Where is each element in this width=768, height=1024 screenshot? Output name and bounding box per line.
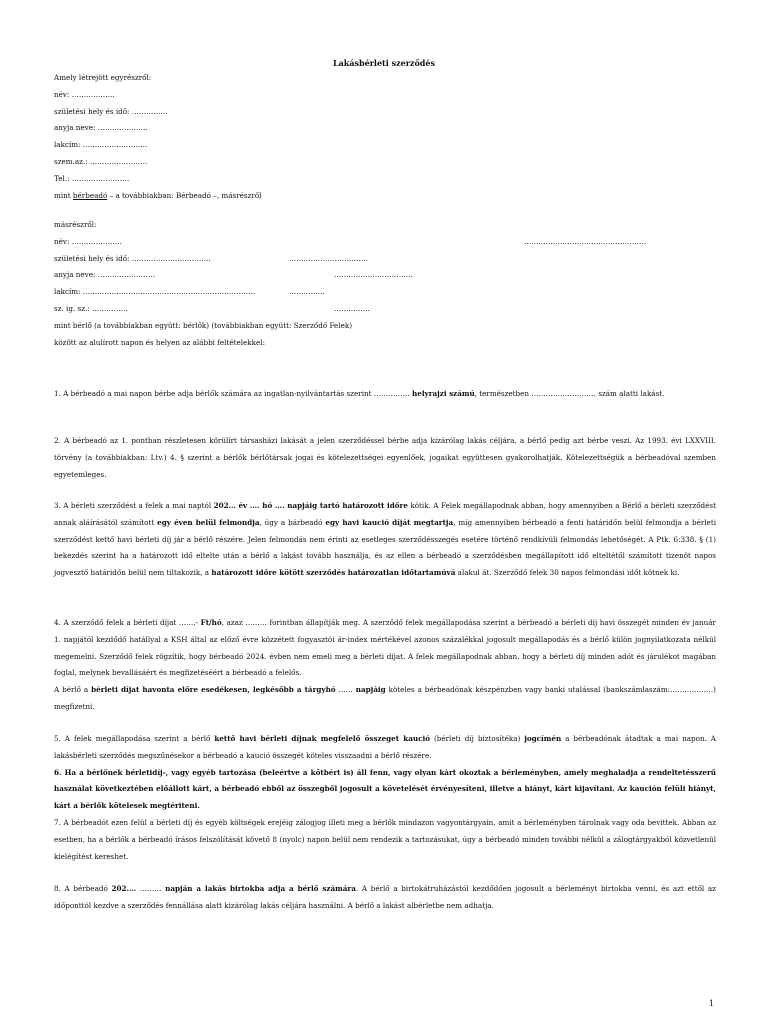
section-2: 2. A bérbeadó az 1. pontban részletesen körülírt társasházi lakását a jelen szerződéssel bérbe adja kizárólag lakás céljára, a bérlő pedig azt bérbe veszi. Az 1993. évi LXXVIII. törvény (a továbbiakban: Ltv.) 4. § szerint a bérlők bérlőtársak jogai és kötelezettségei egyenlőek, jogaikat együttesen gyakorolhatják. Kötelezettségük a bérbeadóval szemben egyetemleges.: [54, 436, 716, 479]
party2-id-row: [54, 304, 716, 321]
party2-intro: másrészről:: [54, 220, 97, 229]
party2-mother-2: ……………………………: [334, 270, 414, 280]
party1-address: lakcím: ………………………: [54, 140, 148, 150]
party2-name-2: ……………………………………………: [524, 236, 647, 246]
party2-name: név: …………………: [54, 236, 122, 246]
party1-name: név: ………………: [54, 89, 115, 99]
section-6: 6. Ha a bérlőnek bérletidíj-, vagy egyéb tartozása (beleértve a kötbért is) áll fenn, vagy olyan kárt okoztak a bérleményben, amely meghaladja a rendeltetésszerű használat következtében előállott kárt, a bérbeadó ebből az összegből jogosult a követelését érvényesíteni, illetve a hiányt, kárt kijavítani. Az kaución felüli hiányt, kárt a bérlők kötelesek megtériteni.: [54, 767, 716, 811]
party1-role: mint bérbeadó – a továbbiakban: Bérbeadó –, másrészről: [54, 190, 262, 200]
party2-id-2: ……………: [334, 303, 370, 313]
party2-birth-2: ……………………………: [289, 253, 369, 263]
section-3: 3. A bérleti szerződést a felek a mai naptól 202… év …. hó …. napjáig tartó határozott időre kötik. A Felek megállapodnak abban, hogy amennyiben a Bérlő a bérleti szerződést annak aláírásától számított egy éven belül felmondja, úgy a bárbeadó egy havi kaució díját megtartja, míg amennyiben bérbeadó a fenti határidőn belül felmondja a bérleti szerződést kettő havi bérleti díj jár a bérlő részére. Jelen felmondás nem érinti az esetleges szerződésszegés esetére történő rendkívüli felmondás lehetőségét. A Ptk. 6:338. § (1) bekezdés szerint ha a határozott idő eltelte után a bérlő a lakást tovább használja, és az ellen a bérbeadó a szerződésben megállapított idő elteltétől számított tizenöt napos jogvesztő határidőn belül nem tiltakozik, a határozott időre kötött szerződés határozatlan időtartamúvá alakul át. Szerződő felek 30 napos felmondási időt kötnek ki.: [54, 501, 717, 578]
section-8: 8. A bérbeadó 202.… ……… napján a lakás birtokba adja a bérlő számára. A bérlő a birtokátruházástól kezdődően jogosult a bérleményt birtokba venni, és azt ettől az időponttól kezdve a szerződés fennállása alatt kizárólag lakás céljára használni. A bérlő a lakást albérletbe nem adhatja.: [54, 884, 716, 910]
section-1: 1. A bérbeadó a mai napon bérbe adja bérlők számára az ingatlan-nyilvántartás szerint …………… helyrajzi számú, természetben ……………………… szám alatti lakást.: [54, 389, 665, 398]
party2-address-2: ……………: [289, 287, 325, 297]
section-5-7: 5. A felek megállapodása szerint a bérlő kettő havi bérleti díjnak megfelelő összeget kaució (bérleti díj biztosítéka) jogcímén a bérbeadónak átadtak a mai napon. A lakásbérleti szerződés megszűnésekor a bérbeadó a kaució összegét köteles visszaadni a bérlő részére. 6. Ha a bérlőnek bérletidíj-, vagy egyéb tartozása (beleértve a kötbért is) áll fenn, vagy olyan kárt okoztak a bérleményben, amely meghaladja a rendeltetésszerű használat következtében előállott kárt, a bérbeadó ebből az összegből jogosult a követelését érvényesíteni, illetve a hiányt, kárt kijavítani. Az kaución felüli hiányt, kárt a bérlők kötelesek megtériteni. 7. A bérbeadót ezen felül a bérleti díj és egyéb költségek erejéig zálogjog illeti meg a bérlők mindazon vagyontárgyain, amit a bérleményben tárolnak vagy oda bevittek. Abban az esetben, ha a bérlők a bérbeadó írásos felszólítását követő 8 (nyolc) napon belül nem rendezik a tartozásukat, úgy a bérbeadó minden további nélkül a zálogtárgyakból közvetlenül kielégítést kereshet.: [54, 731, 716, 865]
party2-birth: születési hely és idő: ……………………………: [54, 253, 211, 263]
party1-intro: Amely létrejött egyrészről:: [54, 73, 152, 82]
party2-name-row: [54, 237, 716, 254]
party2-address-row: [54, 287, 716, 304]
party2-block: [54, 220, 716, 354]
page-number: 1: [708, 999, 714, 1009]
section-7: 7. A bérbeadót ezen felül a bérleti díj és egyéb költségek erejéig zálogjog illeti meg a bérlők mindazon vagyontárgyain, amit a bérleményben tárolnak vagy oda bevittek. Abban az esetben, ha a bérlők a bérbeadó írásos felszólítását követő 8 (nyolc) napon belül nem rendezik a tartozásukat, úgy a bérbeadó minden további nélkül a zálogtárgyakból közvetlenül kielégítést kereshet.: [54, 817, 716, 861]
section-4: 4. A szerződő felek a bérleti díjat ……,- Ft/hó, azaz ……… forintban állapítják meg. A szerződő felek megállapodása szerint a bérbeadó a bérleti díj havi összegét minden év január 1. napjától kezdődő hatállyal a KSH által az előző évre közzétett fogyasztói ár-index mértékével azonos százalékkal jogosult megállapodás és a bérlő külön jognyilatkozata nélkül megemelni. Szerződő felek rögzítik, hogy bérbeadó 2024. évben nem emeli meg a bérleti díjat. A felek megállapodnak abban, hogy a bérleti díj minden adót és járulékot magában foglal, melynek bevallásáért és megfizetéséért a bérbeadó a felelős. A bérlő a bérleti díjat havonta előre esedékesen, legkésőbb a tárgyhó …… napjáig köteles a bérbeadónak készpénzben vagy banki utalással (bankszámlaszám:………………) megfizetni.: [54, 618, 716, 711]
party2-mother: anyja neve: ……………………: [54, 270, 156, 280]
party1-id: szem.az.: ……………………: [54, 156, 148, 166]
party1-block: [54, 73, 716, 207]
party2-role: mint bérlő (a továbbiakban együtt: bérlők) (továbbiakban együtt: Szerződő Felek): [54, 320, 352, 330]
party2-mother-row: [54, 270, 716, 287]
party1-birth: születési hely és idő: ……………: [54, 106, 168, 116]
party2-address: lakcím: ………………………………………………………………: [54, 287, 256, 297]
party1-mother: anyja neve: …………………: [54, 123, 148, 133]
party2-id: sz. ig. sz.: ……………: [54, 303, 128, 313]
party1-phone: Tel.: ……………………: [54, 173, 130, 183]
party2-closing: között az alulírott napon és helyen az alábbi feltételekkel:: [54, 337, 265, 347]
document-title: Lakásbérleti szerződés: [332, 58, 435, 68]
party2-birth-row: [54, 254, 716, 271]
role-word: bérbeadó: [72, 190, 108, 200]
